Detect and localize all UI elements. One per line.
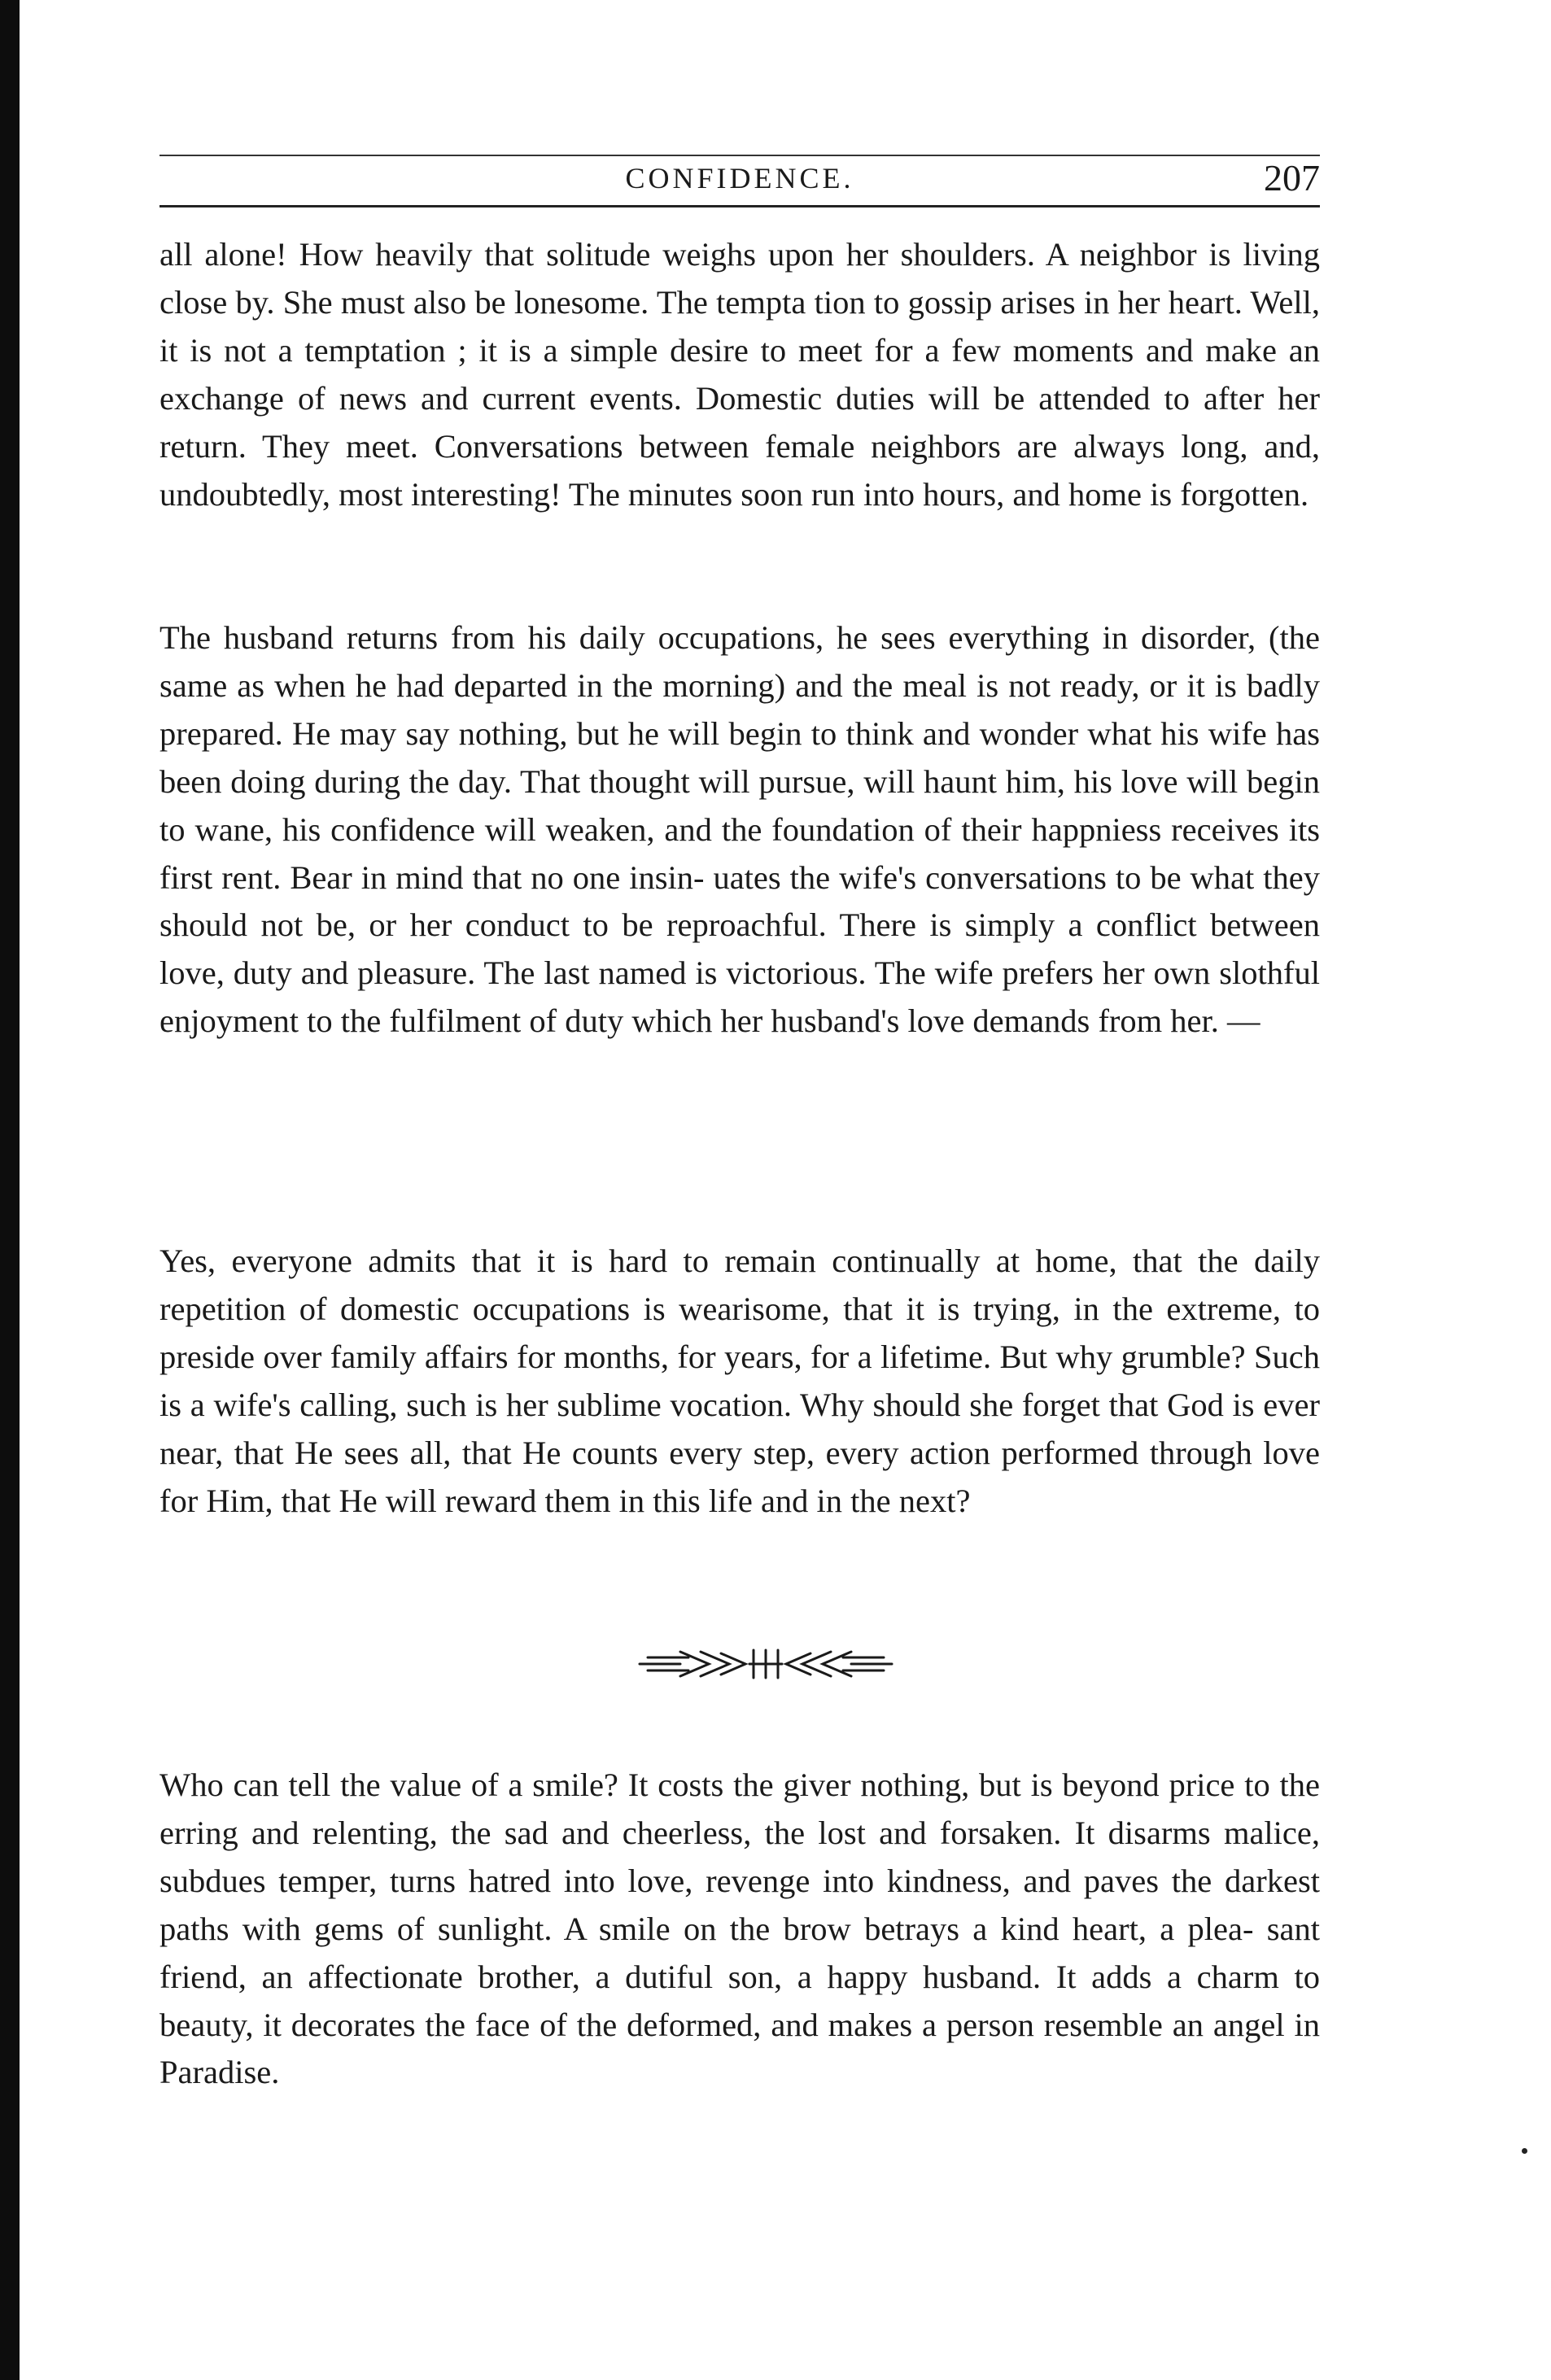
paragraph-1: all alone! How heavily that solitude weighs upon her shoulders. A neighbor is living close by. She must also be lonesome. The tempta tion to gossip arises in her heart. Well, it is not a temptation ; it is a simple desire to meet for a few moments and make an exchange of news and current events. Domestic duties will be attended to after her return. They meet. Conversations between female neighbors are always long, and, undoubtedly, most interesting! The minutes soon run into hours, and home is forgotten. [159,236,1320,513]
paragraph-4: Who can tell the value of a smile? It costs the giver nothing, but is beyond price to the erring and relenting, the sad and cheerless, the lost and forsaken. It disarms malice, subdues temper, turns hatred into love, revenge into kindness, and paves the darkest paths with gems of sunlight. A smile on the brow betrays a kind heart, a plea- sant friend, an affectionate brother, a dutiful son, a happy husband. It adds a charm to beauty, it decorates the face of the deformed, and makes a person resemble an angel in Paradise. [159,1766,1320,2091]
stray-dot [1522,2148,1527,2154]
paragraph-2: The husband returns from his daily occupations, he sees everything in disorder, (the same as when he had departed in the morning) and the meal is not ready, or it is badly prepared. He may say nothing, but he will begin to think and wonder what his wife has been doing during the day. That thought will pursue, will haunt him, his love will begin to wane, his confidence will weaken, and the foundation of their happniess receives its first rent. Bear in mind that no one insin- uates the wife's conversations to be what they should not be, or her conduct to be reproachful. There is simply a conflict between love, duty and pleasure. The last named is victorious. The wife prefers her own slothful enjoyment to the fulfilment of duty which her husband's love demands from her. — [159,619,1320,1040]
paragraph-3: Yes, everyone admits that it is hard to remain continually at home, that the daily repetition of domestic occupations is wearisome, that it is trying, in the extreme, to preside over family affairs for months, for years, for a lifetime. But why grumble? Such is a wife's calling, such is her sublime vocation. Why should she forget that God is ever near, that He sees all, that He counts every step, every action performed through love for Him, that He will reward them in this life and in the next? [159,1242,1320,1519]
page-binding-edge [0,0,20,2380]
page-number: 207 [1264,157,1320,199]
running-head [159,155,1320,207]
running-title: CONFIDENCE. [625,162,854,194]
ornament-divider-icon [631,1635,900,1692]
